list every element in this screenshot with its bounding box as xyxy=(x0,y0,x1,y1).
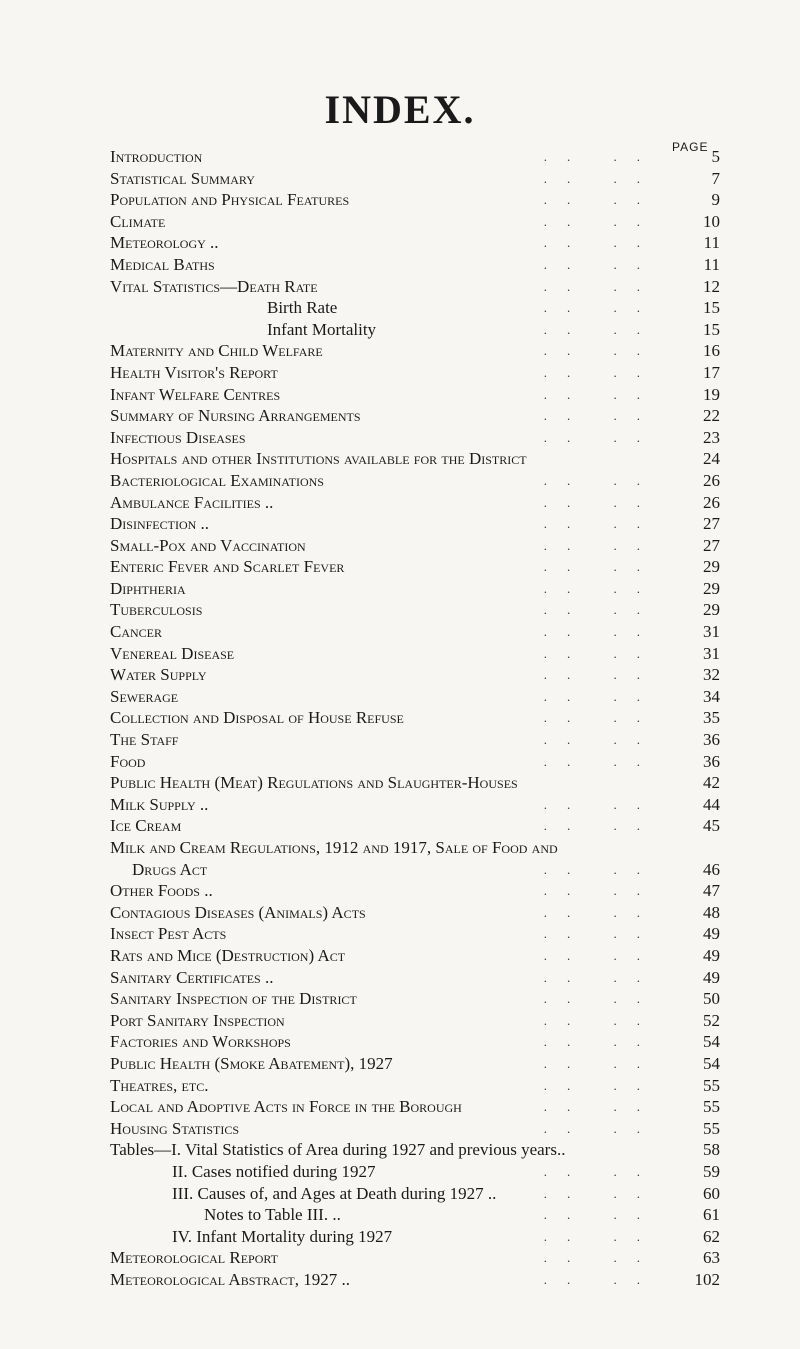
index-entry xyxy=(110,1118,720,1140)
entry-page-number: 7 xyxy=(711,168,720,188)
leader-dots: .. .. xyxy=(543,947,660,963)
entry-label: Collection and Disposal of House Refuse xyxy=(110,708,404,728)
entry-label: Water Supply xyxy=(110,665,207,685)
entry-page-number: 59 xyxy=(703,1161,720,1181)
entry-page-number: 35 xyxy=(703,708,720,728)
entry-label: Cancer xyxy=(110,622,163,642)
leader-dots: .. .. xyxy=(543,256,660,272)
leader-dots: .. .. xyxy=(543,1120,660,1136)
index-entry xyxy=(110,621,720,643)
index-entry xyxy=(110,643,720,665)
index-entry xyxy=(110,945,720,967)
entry-page-number: 62 xyxy=(703,1226,720,1246)
entry-label: Sewerage xyxy=(110,686,179,706)
index-entry xyxy=(110,513,720,535)
entry-label: Enteric Fever and Scarlet Fever xyxy=(110,557,345,577)
entry-label: Ambulance Facilities .. xyxy=(110,492,274,512)
entry-page-number: 24 xyxy=(703,449,720,469)
leader-dots: .. .. xyxy=(543,991,660,1007)
leader-dots: .. .. xyxy=(543,494,660,510)
leader-dots: .. .. xyxy=(543,1185,660,1201)
leader-dots: .. .. xyxy=(543,796,660,812)
page-title: INDEX. xyxy=(324,87,476,132)
leader-dots: .. .. xyxy=(543,1077,660,1093)
index-entry xyxy=(110,492,720,514)
entry-label: Port Sanitary Inspection xyxy=(110,1010,285,1030)
entry-label: Notes to Table III. .. xyxy=(204,1205,341,1225)
entry-page-number: 29 xyxy=(703,600,720,620)
entry-page-number: 32 xyxy=(703,665,720,685)
index-entry xyxy=(110,384,720,406)
entry-label: Population and Physical Features xyxy=(110,190,350,210)
index-entry xyxy=(110,448,720,470)
entry-label: Tuberculosis xyxy=(110,600,203,620)
entry-page-number: 31 xyxy=(703,622,720,642)
entry-page-number: 11 xyxy=(703,254,720,274)
leader-dots: .. .. xyxy=(543,516,660,532)
entry-label: Maternity and Child Welfare xyxy=(110,341,323,361)
entry-page-number: 17 xyxy=(703,362,720,382)
entry-label: Local and Adoptive Acts in Force in the Borough xyxy=(110,1097,462,1117)
leader-dots: .. .. xyxy=(543,1250,660,1266)
entry-page-number: 27 xyxy=(703,514,720,534)
index-entry xyxy=(110,556,720,578)
leader-dots: .. .. xyxy=(543,321,660,337)
index-entry xyxy=(110,211,720,233)
entry-label: Meteorology .. xyxy=(110,233,219,253)
leader-dots: .. .. xyxy=(543,343,660,359)
leader-dots: .. .. xyxy=(543,667,660,683)
leader-dots: .. .. xyxy=(543,883,660,899)
index-entry xyxy=(110,168,720,190)
entry-page-number: 55 xyxy=(703,1118,720,1138)
entry-label: Meteorological Abstract, 1927 .. xyxy=(110,1269,350,1289)
index-entry xyxy=(110,1010,720,1032)
entry-label: Hospitals and other Institutions available for the District xyxy=(110,449,527,469)
leader-dots: .. .. xyxy=(543,235,660,251)
index-entry xyxy=(110,988,720,1010)
entry-label: Diphtheria xyxy=(110,578,186,598)
entry-page-number: 36 xyxy=(703,751,720,771)
leader-dots: .. .. xyxy=(543,1012,660,1028)
leader-dots: .. .. xyxy=(543,969,660,985)
leader-dots: .. .. xyxy=(543,192,660,208)
leader-dots: .. .. xyxy=(543,645,660,661)
index-entry xyxy=(110,1075,720,1097)
entry-page-number: 49 xyxy=(703,924,720,944)
entry-label: Milk and Cream Regulations, 1912 and 1917, Sale of Food and xyxy=(110,838,558,857)
index-entry xyxy=(110,686,720,708)
index-list xyxy=(110,146,720,1290)
entry-page-number: 46 xyxy=(703,859,720,879)
entry-page-number: 16 xyxy=(703,341,720,361)
leader-dots: .. .. xyxy=(543,1099,660,1115)
leader-dots: .. .. xyxy=(543,1163,660,1179)
entry-label: Sanitary Certificates .. xyxy=(110,967,274,987)
entry-label: Introduction xyxy=(110,147,203,166)
index-entry xyxy=(110,578,720,600)
leader-dots: .. .. xyxy=(543,753,660,769)
index-entry xyxy=(110,535,720,557)
entry-page-number: 29 xyxy=(703,578,720,598)
leader-dots: .. .. xyxy=(543,559,660,575)
entry-page-number: 27 xyxy=(703,535,720,555)
entry-page-number: 55 xyxy=(703,1075,720,1095)
leader-dots: .. .. xyxy=(543,170,660,186)
index-entry xyxy=(110,1161,720,1183)
entry-page-number: 60 xyxy=(703,1183,720,1203)
entry-page-number: 10 xyxy=(703,211,720,231)
entry-label: Public Health (Meat) Regulations and Slaughter-Houses xyxy=(110,773,518,793)
entry-page-number: 29 xyxy=(703,557,720,577)
entry-page-number: 42 xyxy=(703,773,720,793)
leader-dots: .. .. xyxy=(543,624,660,640)
entry-label: Housing Statistics xyxy=(110,1118,240,1138)
leader-dots: .. .. xyxy=(543,1034,660,1050)
entry-label: Climate xyxy=(110,211,166,231)
leader-dots: .. .. xyxy=(543,732,660,748)
leader-dots: .. .. xyxy=(543,688,660,704)
leader-dots: .. .. xyxy=(543,429,660,445)
index-entry xyxy=(110,599,720,621)
entry-label: Birth Rate xyxy=(267,298,338,318)
entry-page-number: 50 xyxy=(703,989,720,1009)
page-column-header: PAGE xyxy=(672,140,709,154)
entry-page-number: 54 xyxy=(703,1053,720,1073)
entry-label: Public Health (Smoke Abatement), 1927 xyxy=(110,1053,393,1073)
index-entry xyxy=(110,232,720,254)
entry-label: Infectious Diseases xyxy=(110,427,246,447)
entry-label: II. Cases notified during 1927 xyxy=(172,1161,376,1181)
entry-label: Disinfection .. xyxy=(110,514,210,534)
entry-label: Sanitary Inspection of the District xyxy=(110,989,357,1009)
entry-label: Milk Supply .. xyxy=(110,794,209,814)
entry-page-number: 47 xyxy=(703,881,720,901)
entry-page-number: 102 xyxy=(694,1269,720,1289)
entry-page-number: 5 xyxy=(711,147,720,166)
leader-dots: .. .. xyxy=(543,386,660,402)
entry-label: Health Visitor's Report xyxy=(110,362,278,382)
entry-page-number: 34 xyxy=(703,686,720,706)
index-entry xyxy=(110,967,720,989)
entry-page-number: 55 xyxy=(703,1097,720,1117)
leader-dots: .. .. xyxy=(543,1271,660,1287)
entry-label: Food xyxy=(110,751,146,771)
leader-dots: .. .. xyxy=(543,278,660,294)
entry-page-number: 23 xyxy=(703,427,720,447)
leader-dots: .. .. xyxy=(543,1055,660,1071)
entry-page-number: 58 xyxy=(703,1140,720,1160)
index-entry xyxy=(110,405,720,427)
index-entry xyxy=(110,1204,720,1226)
entry-page-number: 9 xyxy=(711,190,720,210)
entry-label: The Staff xyxy=(110,730,179,750)
leader-dots: .. .. xyxy=(543,408,660,424)
index-entry xyxy=(110,772,720,794)
index-entry xyxy=(110,1096,720,1118)
index-entry xyxy=(110,1247,720,1269)
entry-page-number: 26 xyxy=(703,470,720,490)
entry-label: Other Foods .. xyxy=(110,881,213,901)
entry-label: Rats and Mice (Destruction) Act xyxy=(110,945,346,965)
entry-label: IV. Infant Mortality during 1927 xyxy=(172,1226,393,1246)
index-entry xyxy=(110,880,720,902)
entry-page-number: 63 xyxy=(703,1248,720,1268)
entry-page-number: 36 xyxy=(703,730,720,750)
index-entry xyxy=(110,427,720,449)
index-entry xyxy=(110,276,720,298)
entry-page-number: 15 xyxy=(703,298,720,318)
entry-label: Infant Mortality xyxy=(267,319,377,339)
index-entry xyxy=(110,1226,720,1248)
entry-page-number: 11 xyxy=(703,233,720,253)
entry-label: Summary of Nursing Arrangements xyxy=(110,406,361,426)
leader-dots: .. .. xyxy=(543,213,660,229)
entry-page-number: 15 xyxy=(703,319,720,339)
leader-dots: .. .. xyxy=(543,710,660,726)
index-entry xyxy=(110,470,720,492)
leader-dots: .. .. xyxy=(543,149,660,164)
index-entry xyxy=(110,297,720,319)
entry-label: Factories and Workshops xyxy=(110,1032,291,1052)
entry-label: Meteorological Report xyxy=(110,1248,278,1268)
entry-page-number: 22 xyxy=(703,406,720,426)
entry-label: Bacteriological Examinations xyxy=(110,470,324,490)
entry-page-number: 12 xyxy=(703,276,720,296)
entry-label: Insect Pest Acts xyxy=(110,924,227,944)
index-entry xyxy=(110,1031,720,1053)
leader-dots: .. .. xyxy=(543,580,660,596)
leader-dots: .. .. xyxy=(543,904,660,920)
index-entry xyxy=(110,1183,720,1205)
index-entry xyxy=(110,362,720,384)
entry-page-number: 48 xyxy=(703,902,720,922)
entry-page-number: 54 xyxy=(703,1032,720,1052)
entry-page-number: 52 xyxy=(703,1010,720,1030)
leader-dots: .. .. xyxy=(543,300,660,316)
index-entry xyxy=(110,729,720,751)
entry-label: Vital Statistics—Death Rate xyxy=(110,276,318,296)
index-entry xyxy=(110,707,720,729)
entry-label: Infant Welfare Centres xyxy=(110,384,281,404)
entry-page-number: 45 xyxy=(703,816,720,836)
index-entry xyxy=(110,815,720,837)
leader-dots: .. .. xyxy=(543,472,660,488)
leader-dots: .. .. xyxy=(543,1207,660,1223)
index-entry xyxy=(110,319,720,341)
leader-dots: .. .. xyxy=(543,861,660,877)
index-entry xyxy=(110,751,720,773)
index-entry xyxy=(110,146,720,168)
entry-label: Venereal Disease xyxy=(110,643,235,663)
entry-label: Contagious Diseases (Animals) Acts xyxy=(110,902,366,922)
entry-label: Drugs Act xyxy=(132,859,208,879)
leader-dots: .. .. xyxy=(543,602,660,618)
entry-page-number: 19 xyxy=(703,384,720,404)
leader-dots: .. .. xyxy=(543,818,660,834)
entry-page-number: 44 xyxy=(703,794,720,814)
entry-page-number: 61 xyxy=(703,1205,720,1225)
leader-dots: .. .. xyxy=(543,926,660,942)
entry-label: Medical Baths xyxy=(110,254,215,274)
index-entry xyxy=(110,664,720,686)
entry-page-number: 49 xyxy=(703,945,720,965)
index-entry xyxy=(110,902,720,924)
index-entry xyxy=(110,837,720,859)
entry-label: III. Causes of, and Ages at Death during 1927 .. xyxy=(172,1183,497,1203)
entry-label: Theatres, etc. xyxy=(110,1075,209,1095)
index-entry xyxy=(110,1269,720,1291)
entry-page-number: 31 xyxy=(703,643,720,663)
index-entry xyxy=(110,340,720,362)
entry-label: Small-Pox and Vaccination xyxy=(110,535,306,555)
leader-dots: .. .. xyxy=(543,1228,660,1244)
index-entry xyxy=(110,189,720,211)
index-entry xyxy=(110,1053,720,1075)
entry-page-number: 49 xyxy=(703,967,720,987)
index-entry xyxy=(110,1139,720,1161)
entry-label: Ice Cream xyxy=(110,816,182,836)
index-entry xyxy=(110,923,720,945)
index-entry xyxy=(110,859,720,881)
leader-dots: .. .. xyxy=(543,364,660,380)
entry-label: Tables—I. Vital Statistics of Area during 1927 and previous years.. xyxy=(110,1140,566,1160)
entry-label: Statistical Summary xyxy=(110,168,255,188)
index-entry xyxy=(110,254,720,276)
index-entry xyxy=(110,794,720,816)
leader-dots: .. .. xyxy=(543,537,660,553)
entry-page-number: 26 xyxy=(703,492,720,512)
